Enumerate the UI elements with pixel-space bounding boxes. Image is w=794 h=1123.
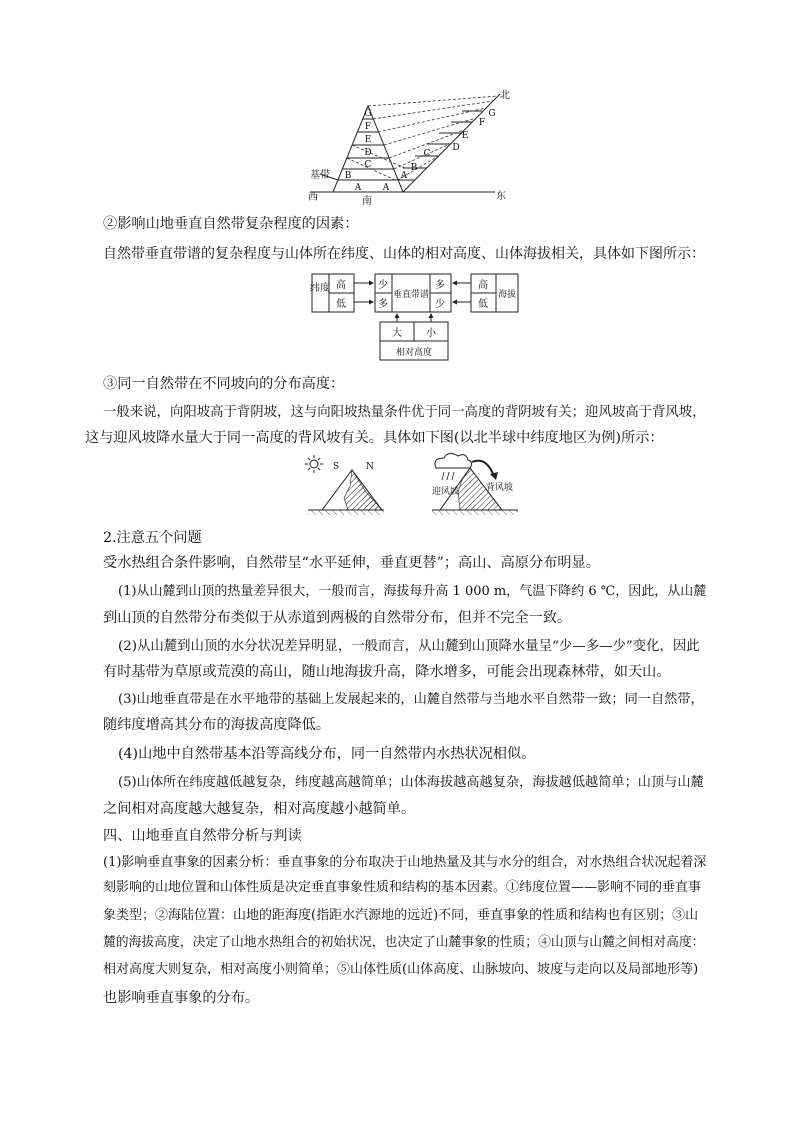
section3-title: ③同一自然带在不同坡向的分布高度：: [103, 376, 345, 392]
note1-line1: (1)从山麓到山顶的热量差异很大，一般而言，海拔每升高 1 000 m，气温下降约 6 ℃，因此，从山麓: [118, 584, 707, 599]
note5-line2: 之间相对高度越大越复杂，相对高度越小越简单。: [103, 801, 416, 817]
north-label: 北: [500, 90, 510, 101]
zone-label-right: A: [382, 183, 390, 193]
section3-line2: 这与迎风坡降水量大于同一高度的背风坡有关。具体如下图(以北半球中纬度地区为例)所示：: [85, 430, 664, 446]
zone-label-right: C: [423, 149, 431, 159]
zone-label-right: B: [410, 163, 418, 173]
latitude-high: 高: [336, 280, 346, 291]
note5-line1: (5)山体所在纬度越低越复杂，纬度越高越简单；山体海拔越高越复杂，海拔越低越简单；山顶与山麓: [118, 775, 704, 790]
section4-line2: 刻影响的山地位置和山体性质是决定垂直事象性质和结构的基本因素。①纬度位置——影响不同的垂直事: [103, 880, 702, 895]
zone-label-left: C: [364, 160, 372, 170]
cloud-icon: [435, 453, 472, 468]
mountain-zone-diagram: [300, 88, 510, 206]
west-label: 西: [308, 192, 318, 203]
zone-label-left: E: [364, 135, 372, 145]
section4-line3: 象类型；②海陆位置：山地的距海度(指距水汽源地的远近)不同，垂直事象的性质和结构也有区别；③山: [103, 908, 699, 923]
notes-intro: 受水热组合条件影响，自然带呈“水平延伸，垂直更替”；高山、高原分布明显。: [103, 555, 600, 571]
altitude-high: 高: [478, 280, 488, 291]
note2-line2: 有时基带为草原或荒漠的高山，随山地海拔升高，降水增多，可能会出现森林带，如天山。: [103, 664, 671, 680]
latitude-low: 低: [336, 299, 346, 310]
north-slope-label: N: [366, 462, 374, 472]
section4-line1: (1)影响垂直事象的因素分析：垂直事象的分布取决于山地热量及其与水分的组合，对水热组合状况起着深: [103, 855, 707, 870]
note1-line2: 到山顶的自然带分布类似于从赤道到两极的自然带分布，但并不完全一致。: [103, 610, 572, 626]
windward-label: 迎风坡: [432, 487, 460, 497]
center-few-top: 少: [378, 280, 388, 291]
note4: (4)山地中自然带基本沿等高线分布，同一自然带内水热状况相似。: [118, 746, 536, 762]
east-label: 东: [496, 191, 506, 202]
south-label: 南: [362, 196, 372, 206]
section4-line5: 相对高度大则复杂，相对高度小则简单；⑤山体性质(山体高度、山脉坡向、坡度与走向以及局部地形等): [103, 962, 699, 977]
relative-height-label: 相对高度: [395, 348, 433, 358]
zone-label-left: G: [364, 109, 372, 119]
section4-line4: 麓的海拔高度，决定了山地水热组合的初始状况，也决定了山麓事象的性质；④山顶与山麓之间相对高度：: [103, 935, 705, 950]
center-many-top: 多: [435, 280, 445, 291]
zone-label-left: F: [364, 122, 372, 132]
relative-small: 小: [426, 328, 436, 339]
zone-label-left: B: [344, 171, 352, 181]
altitude-label: 海拔: [497, 290, 517, 300]
section4-line6: 也影响垂直事象的分布。: [103, 990, 260, 1006]
zone-label-right: E: [461, 131, 469, 141]
zone-label-right: D: [452, 143, 460, 153]
slope-aspect-diagram: [302, 452, 524, 520]
center-label: 垂直带谱: [392, 290, 430, 300]
notes-title: 2.注意五个问题: [103, 530, 202, 546]
note3-line2: 随纬度增高其分布的海拔高度降低。: [103, 717, 331, 733]
zone-label-right: F: [478, 118, 486, 128]
sun-icon: [305, 455, 323, 473]
relative-big: 大: [392, 328, 402, 339]
note3-line1: (3)山地垂直带是在水平地带的基础上发展起来的，山麓自然带与当地水平自然带一致；同一自然带，: [118, 692, 704, 707]
latitude-label: 纬度: [310, 283, 330, 294]
section2-text: 自然带垂直带谱的复杂程度与山体所在纬度、山体的相对高度、山体海拔相关，具体如下图所示：: [103, 246, 705, 262]
section4-title: 四、山地垂直自然带分析与判读: [103, 828, 302, 844]
altitude-low: 低: [478, 299, 488, 310]
complexity-factor-diagram: [308, 272, 523, 364]
zone-label-left: A: [354, 183, 362, 193]
south-slope-label: S: [333, 462, 340, 472]
zone-label-right: A: [400, 171, 408, 181]
leeward-label: 背风坡: [486, 483, 514, 493]
center-few-bottom: 少: [435, 299, 445, 310]
zone-label-right: G: [488, 109, 496, 119]
section3-line1: 一般来说，向阳坡高于背阴坡，这与向阳坡热量条件优于同一高度的背阴坡有关；迎风坡高于背风坡，: [103, 405, 706, 420]
base-belt-label: 基带: [310, 170, 330, 181]
section2-title: ②影响山地垂直自然带复杂程度的因素：: [103, 216, 359, 232]
note2-line1: (2)从山麓到山顶的水分状况差异明显，一般而言，从山麓到山顶降水量呈“少—多—少”变化，因此: [118, 639, 700, 654]
center-many-bottom: 多: [378, 299, 388, 310]
zone-label-left: D: [364, 148, 372, 158]
